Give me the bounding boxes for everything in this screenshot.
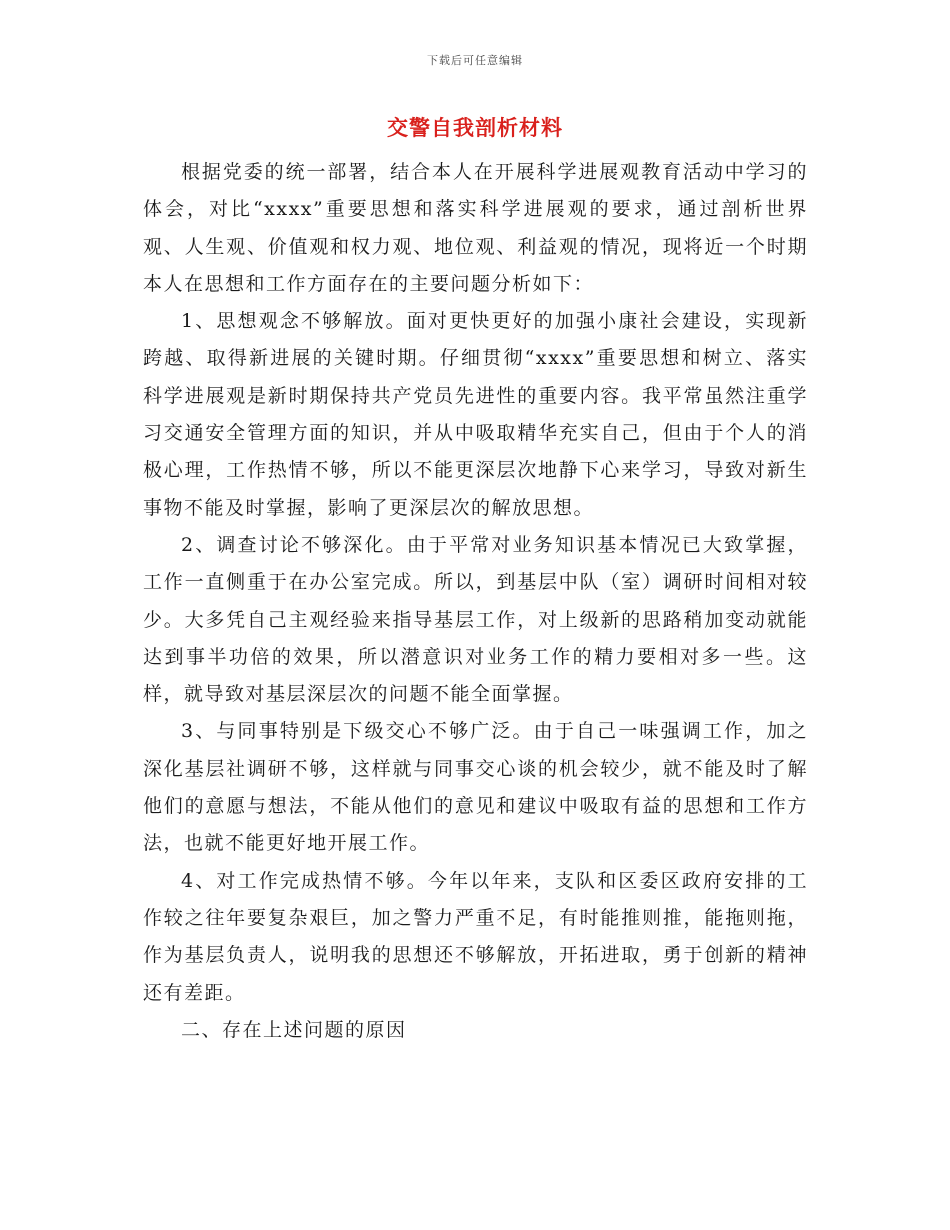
paragraph-item-3: 3、与同事特别是下级交心不够广泛。由于自己一味强调工作，加之深化基层社调研不够，这样就与同事交心谈的机会较少，就不能及时了解他们的意愿与想法，不能从他们的意见和建议中吸取有益的思想和工作方法，也就不能更好地开展工作。 (143, 720, 808, 855)
paragraph-intro: 根据党委的统一部署，结合本人在开展科学进展观教育活动中学习的体会，对比“xxxx”重要思想和落实科学进展观的要求，通过剖析世界观、人生观、价值观和权力观、地位观、利益观的情况，现将近一个时期本人在思想和工作方面存在的主要问题分析如下： (143, 161, 808, 295)
paragraph-item-1: 1、思想观念不够解放。面对更快更好的加强小康社会建设，实现新跨越、取得新进展的关键时期。仔细贯彻“xxxx”重要思想和树立、落实科学进展观是新时期保持共产党员先进性的重要内容。我平常虽然注重学习交通安全管理方面的知识，并从中吸取精华充实自己，但由于个人的消极心理，工作热情不够，所以不能更深层次地静下心来学习，导致对新生事物不能及时掌握，影响了更深层次的解放思想。 (143, 310, 808, 519)
paragraph-item-4: 4、对工作完成热情不够。今年以年来，支队和区委区政府安排的工作较之往年要复杂艰巨，加之警力严重不足，有时能推则推，能拖则拖，作为基层负责人，说明我的思想还不够解放，开拓进取，勇于创新的精神还有差距。 (143, 869, 808, 1004)
document-title: 交警自我剖析材料 (387, 116, 563, 140)
document-body (143, 154, 808, 1049)
paragraph-item-2: 2、调查讨论不够深化。由于平常对业务知识基本情况已大致掌握，工作一直侧重于在办公室完成。所以，到基层中队（室）调研时间相对较少。大多凭自己主观经验来指导基层工作，对上级新的思路稍加变动就能达到事半功倍的效果，所以潜意识对业务工作的精力要相对多一些。这样，就导致对基层深层次的问题不能全面掌握。 (143, 533, 808, 706)
section-heading-causes: 二、存在上述问题的原因 (181, 1018, 407, 1041)
page-header-note: 下载后可任意编辑 (427, 54, 523, 67)
